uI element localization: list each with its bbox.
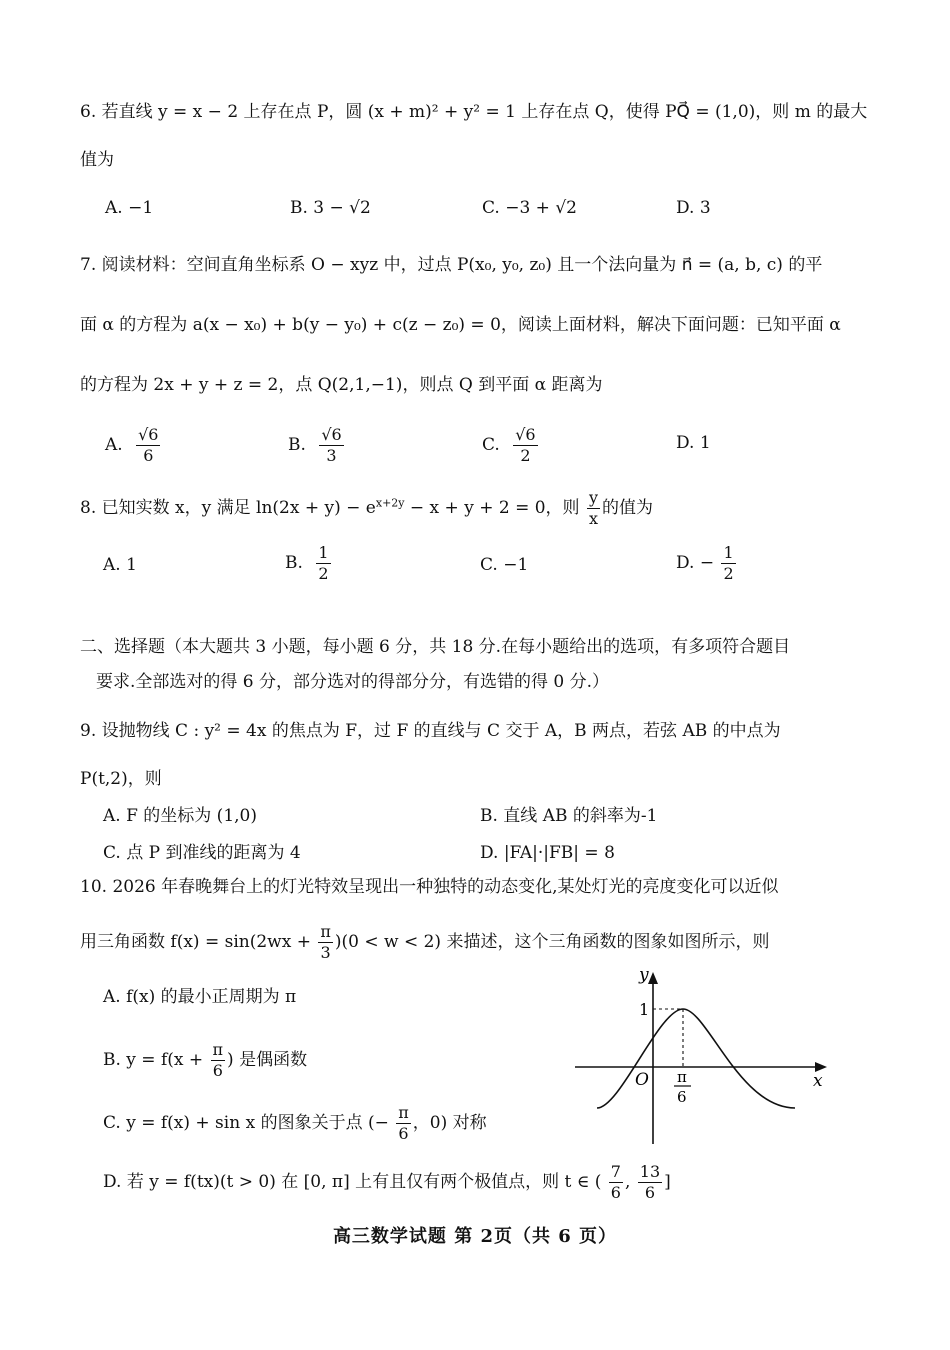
origin-label: O xyxy=(635,1070,649,1090)
q8-option-a[interactable]: A. 1 xyxy=(103,555,137,575)
q8-stem-denominator: x xyxy=(588,509,598,528)
q6-stem-line2: 值为 xyxy=(80,150,114,170)
q6-option-a[interactable]: A. −1 xyxy=(105,198,154,218)
q7-option-b-numerator: √6 xyxy=(321,425,342,444)
q8-stem xyxy=(80,488,653,529)
q10-stem-line2 xyxy=(80,922,769,963)
q8-stem-numerator: y xyxy=(588,488,598,507)
y-axis-arrow-icon xyxy=(648,972,658,984)
q7-option-b-fraction xyxy=(319,425,343,466)
q10-option-d-part2: ] xyxy=(664,1172,671,1192)
q8-stem-part2: − x + y + 2 = 0，则 xyxy=(404,498,580,518)
q10-option-d-numerator-1: 7 xyxy=(610,1162,621,1181)
q7-stem-line1: 7. 阅读材料：空间直角坐标系 O − xyz 中，过点 P(x₀, y₀, z₀) 且一个法向量为 n⃗ = (a, b, c) 的平 xyxy=(80,255,823,275)
q8-option-d-denominator: 2 xyxy=(723,564,734,583)
q10-option-b-part2: ) 是偶函数 xyxy=(227,1050,308,1070)
q10-option-d-fraction-1 xyxy=(609,1162,623,1203)
q10-option-b-numerator: π xyxy=(212,1040,224,1059)
q10-option-d-separator: , xyxy=(624,1172,631,1192)
q10-stem-part2: )(0 < w < 2) 来描述，这个三角函数的图象如图所示，则 xyxy=(334,932,770,952)
q9-stem-line2: P(t,2)，则 xyxy=(80,769,162,789)
q8-stem-fraction xyxy=(587,488,600,529)
q9-option-d[interactable]: D. |FA|·|FB| = 8 xyxy=(480,843,615,863)
q7-option-d[interactable]: D. 1 xyxy=(676,433,711,453)
y-value-label: 1 xyxy=(639,1000,650,1019)
x-tick-numerator: π xyxy=(677,1068,687,1086)
q10-option-c[interactable] xyxy=(103,1103,487,1144)
q10-option-d[interactable] xyxy=(103,1162,671,1203)
q10-option-c-part2: ，0) 对称 xyxy=(412,1113,487,1133)
q6-option-d[interactable]: D. 3 xyxy=(676,198,711,218)
q10-option-d-denominator-1: 6 xyxy=(610,1183,621,1202)
q7-option-c-numerator: √6 xyxy=(515,425,536,444)
q10-option-c-part1: C. y = f(x) + sin x 的图象关于点 (− xyxy=(103,1113,389,1133)
y-axis-label: y xyxy=(639,965,649,985)
q10-option-b[interactable] xyxy=(103,1040,307,1081)
q8-option-d-label: D. − xyxy=(676,553,715,573)
q8-option-b-denominator: 2 xyxy=(318,564,329,583)
sine-curve xyxy=(597,1009,795,1108)
q7-option-a-label: A. xyxy=(105,435,123,455)
q10-option-c-numerator: π xyxy=(398,1103,409,1122)
q7-option-c-denominator: 2 xyxy=(520,446,531,465)
q10-option-c-denominator: 6 xyxy=(398,1124,409,1143)
q9-option-a[interactable]: A. F 的坐标为 (1,0) xyxy=(103,806,257,826)
section2-heading-line2: 要求.全部选对的得 6 分，部分选对的得部分分，有选错的得 0 分.） xyxy=(96,672,610,692)
q6-option-c[interactable]: C. −3 + √2 xyxy=(482,198,577,218)
q10-option-d-fraction-2 xyxy=(638,1162,662,1203)
q8-option-d-numerator: 1 xyxy=(723,543,734,562)
q10-stem-numerator: π xyxy=(320,922,331,941)
q8-option-d[interactable] xyxy=(676,543,738,584)
x-axis-label: x xyxy=(813,1071,823,1091)
q10-option-b-part1: B. y = f(x + xyxy=(103,1050,204,1070)
q8-stem-part1: 8. 已知实数 x，y 满足 ln(2x + y) − e xyxy=(80,498,376,518)
sine-function-graph xyxy=(575,962,835,1162)
q8-option-b-label: B. xyxy=(285,553,303,573)
q10-stem-part1: 用三角函数 f(x) = sin(2wx + xyxy=(80,932,311,952)
q8-stem-exponent: x+2y xyxy=(375,496,405,510)
q7-option-c[interactable] xyxy=(482,425,540,466)
q10-option-d-numerator-2: 13 xyxy=(639,1162,661,1181)
x-tick-denominator: 6 xyxy=(677,1088,687,1106)
q10-option-c-fraction xyxy=(396,1103,411,1144)
q10-option-d-part1: D. 若 y = f(tx)(t > 0) 在 [0, π] 上有且仅有两个极值点，则 t ∈ ( xyxy=(103,1172,602,1192)
q8-option-b[interactable] xyxy=(285,543,333,584)
q8-option-d-fraction xyxy=(721,543,735,584)
q10-option-b-fraction xyxy=(211,1040,226,1081)
q7-stem-line3: 的方程为 2x + y + z = 2，点 Q(2,1,−1)，则点 Q 到平面 α 距离为 xyxy=(80,375,603,395)
q10-stem-fraction xyxy=(318,922,333,963)
q9-stem-line1: 9. 设抛物线 C : y² = 4x 的焦点为 F，过 F 的直线与 C 交于 A，B 两点，若弦 AB 的中点为 xyxy=(80,721,781,741)
q10-option-d-denominator-2: 6 xyxy=(644,1183,656,1202)
q10-stem-line1: 10. 2026 年春晚舞台上的灯光特效呈现出一种独特的动态变化,某处灯光的亮度变化可以近似 xyxy=(80,877,779,897)
q8-stem-part3: 的值为 xyxy=(601,498,653,518)
q7-option-b-denominator: 3 xyxy=(326,446,337,465)
q8-option-c[interactable]: C. −1 xyxy=(480,555,529,575)
q7-option-a-fraction xyxy=(136,425,160,466)
q9-option-b[interactable]: B. 直线 AB 的斜率为-1 xyxy=(480,806,658,826)
q7-stem-line2: 面 α 的方程为 a(x − x₀) + b(y − y₀) + c(z − z₀) = 0，阅读上面材料，解决下面问题：已知平面 α xyxy=(80,315,841,335)
q8-option-b-numerator: 1 xyxy=(318,543,329,562)
q9-option-c[interactable]: C. 点 P 到准线的距离为 4 xyxy=(103,843,301,863)
q7-option-a-numerator: √6 xyxy=(138,425,159,444)
q7-option-a-denominator: 6 xyxy=(143,446,154,465)
q6-option-b[interactable]: B. 3 − √2 xyxy=(290,198,371,218)
q6-stem-line1: 6. 若直线 y = x − 2 上存在点 P，圆 (x + m)² + y² = 1 上存在点 Q，使得 PQ⃗ = (1,0)，则 m 的最大 xyxy=(80,102,868,122)
q7-option-a[interactable] xyxy=(105,425,162,466)
q7-option-b-label: B. xyxy=(288,435,306,455)
q7-option-c-fraction xyxy=(513,425,537,466)
section2-heading-line1: 二、选择题（本大题共 3 小题，每小题 6 分，共 18 分.在每小题给出的选项，有多项符合题目 xyxy=(80,637,791,657)
q10-option-b-denominator: 6 xyxy=(212,1061,223,1080)
q7-option-b[interactable] xyxy=(288,425,346,466)
q10-option-a[interactable]: A. f(x) 的最小正周期为 π xyxy=(103,987,297,1007)
page-footer: 高三数学试题 第 2页（共 6 页） xyxy=(332,1226,618,1247)
q7-option-c-label: C. xyxy=(482,435,500,455)
q10-stem-denominator: 3 xyxy=(320,943,331,962)
q8-option-b-fraction xyxy=(316,543,330,584)
